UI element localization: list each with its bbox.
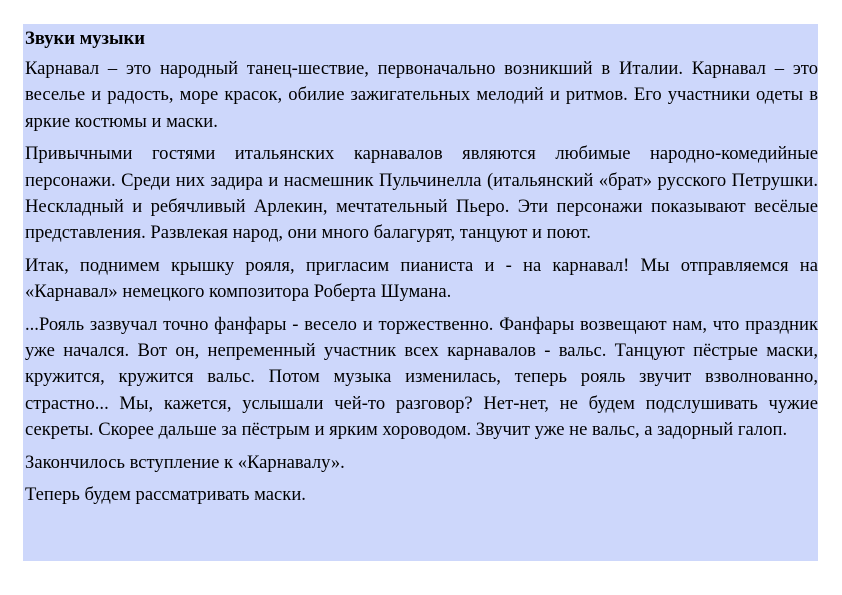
paragraph-carnival-intro: Карнавал – это народный танец-шествие, первоначально возникший в Италии. Карнавал – это веселье и радость, море красок, обилие зажигательных мелодий и ритмов. Его участники одеты в яркие костюмы и маски. (25, 58, 818, 132)
paragraph-masks: Теперь будем рассматривать маски. (25, 484, 306, 506)
document-title: Звуки музыки (25, 28, 145, 49)
text-box (23, 24, 818, 561)
paragraph-music-description: ...Рояль зазвучал точно фанфары - весело и торжественно. Фанфары возвещают нам, что праздник уже начался. Вот он, непременный участник всех карнавалов - вальс. Танцуют пёстрые маски, кружится, кружится вальс. Потом музыка изменилась, теперь рояль звучит взволнованно, страстно... Мы, кажется, услышали чей-то разговор? Нет-нет, не будем подслушивать чужие секреты. Скорее дальше за пёстрым и ярким хороводом. Звучит уже не вальс, а задорный галоп. (25, 313, 818, 441)
paragraph-intro-ended: Закончилось вступление к «Карнавалу». (25, 451, 345, 473)
paragraph-characters: Привычными гостями итальянских карнавалов являются любимые народно-комедийные персонажи. Среди них задира и насмешник Пульчинелла (итальянский «брат» русского Петрушки. Нескладный и ребячливый Арлекин, мечтательный Пьеро. Эти персонажи показывают весёлые представления. Развлекая народ, они много балагурят, танцуют и поют. (25, 143, 818, 244)
paragraph-piano-invitation: Итак, поднимем крышку рояля, пригласим пианиста и - на карнавал! Мы отправляемся на «Карнавал» немецкого композитора Роберта Шумана. (25, 254, 818, 303)
